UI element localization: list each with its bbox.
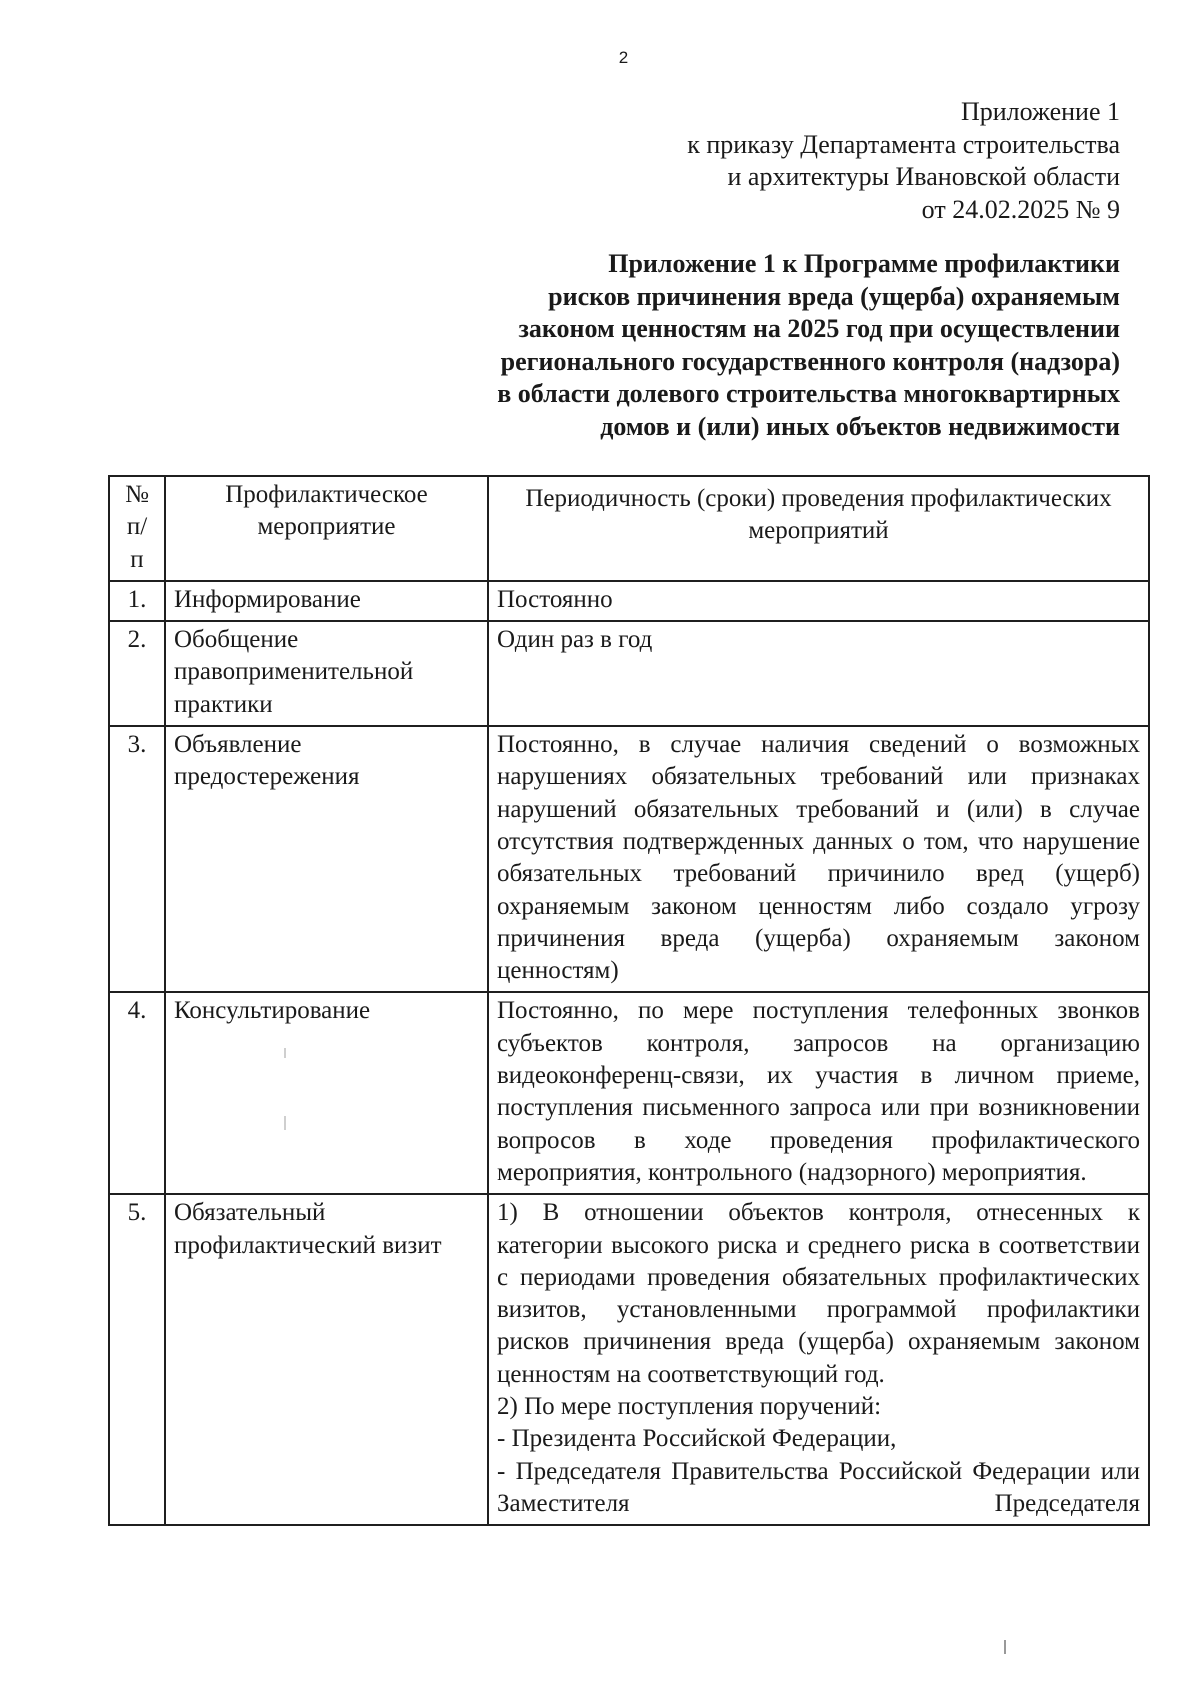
- heading-line: регионального государственного контроля (надзора): [500, 346, 1120, 376]
- scan-mark: [284, 1048, 286, 1058]
- period-paragraph: - Председателя Правительства Российской Федерации или Заместителя Председателя: [497, 1457, 1140, 1517]
- period-paragraph: 1) В отношении объектов контроля, отнесенных к категории высокого риска и среднего риска в соответствии с периодами проведения обязательных профилактических визитов, установленными программой профилактики рисков причинения вреда (ущерба) охраняемым законом ценностям на соответствующий год.: [497, 1199, 1140, 1388]
- table-row: [109, 581, 1149, 621]
- approval-block: [687, 96, 1120, 226]
- table-header-row: [109, 476, 1149, 581]
- page-number: 2: [618, 48, 629, 67]
- prevention-events-table: [108, 475, 1150, 1526]
- row-event: Информирование: [165, 581, 488, 621]
- row-event: Обязательный профилактический визит: [165, 1194, 488, 1525]
- scan-mark: [1004, 1640, 1006, 1654]
- document-heading: [497, 248, 1120, 443]
- row-event: Обобщение правоприменительной практики: [165, 621, 488, 726]
- table-row: [109, 1194, 1149, 1525]
- approval-date-line: от 24.02.2025 № 9: [921, 194, 1120, 224]
- row-number: 3.: [109, 726, 165, 992]
- heading-line: законом ценностям на 2025 год при осуществлении: [518, 314, 1120, 343]
- row-event: Объявление предостережения: [165, 726, 488, 992]
- heading-line: Приложение 1 к Программе профилактики: [608, 249, 1120, 278]
- table-row: [109, 992, 1149, 1194]
- row-event: Консультирование: [165, 992, 488, 1194]
- row-number: 2.: [109, 621, 165, 726]
- period-paragraph: - Президента Российской Федерации,: [497, 1425, 897, 1453]
- period-paragraph: 2) По мере поступления поручений:: [497, 1393, 882, 1421]
- header-number-line: п/: [126, 513, 148, 541]
- row-period: Постоянно, по мере поступления телефонных звонков субъектов контроля, запросов на организацию видеоконференц-связи, их участия в личном приеме, поступления письменного запроса или при возникновении вопросов в ходе проведения профилактического мероприятия, контрольного (надзорного) мероприятия.: [488, 992, 1149, 1194]
- header-number-line: №: [125, 481, 149, 508]
- approval-line: Приложение 1: [960, 97, 1120, 126]
- row-number: 5.: [109, 1194, 165, 1525]
- header-number: [109, 476, 165, 581]
- row-number: 1.: [109, 581, 165, 621]
- header-number-line: п: [130, 545, 144, 573]
- row-number: 4.: [109, 992, 165, 1194]
- scan-mark: [284, 1116, 286, 1130]
- row-period: [488, 1194, 1149, 1525]
- row-period: Постоянно: [488, 581, 1149, 621]
- header-event: Профилактическое мероприятие: [165, 476, 488, 581]
- heading-line: в области долевого строительства многоквартирных: [497, 379, 1120, 408]
- approval-line: и архитектуры Ивановской области: [727, 162, 1120, 191]
- header-period: Периодичность (сроки) проведения профилактических мероприятий: [488, 476, 1149, 581]
- approval-line: к приказу Департамента строительства: [687, 129, 1120, 159]
- row-period: Постоянно, в случае наличия сведений о возможных нарушениях обязательных требований или признаках нарушений обязательных требований и (или) в случае отсутствия подтвержденных данных о том, что нарушение обязательных требований причинило вред (ущерб) охраняемым законом ценностям либо создало угрозу причинения вреда (ущерба) охраняемым законом ценностям): [488, 726, 1149, 992]
- heading-line: рисков причинения вреда (ущерба) охраняемым: [548, 281, 1120, 311]
- row-period: Один раз в год: [488, 621, 1149, 726]
- heading-line: домов и (или) иных объектов недвижимости: [600, 411, 1120, 441]
- table-row: [109, 726, 1149, 992]
- table-row: [109, 621, 1149, 726]
